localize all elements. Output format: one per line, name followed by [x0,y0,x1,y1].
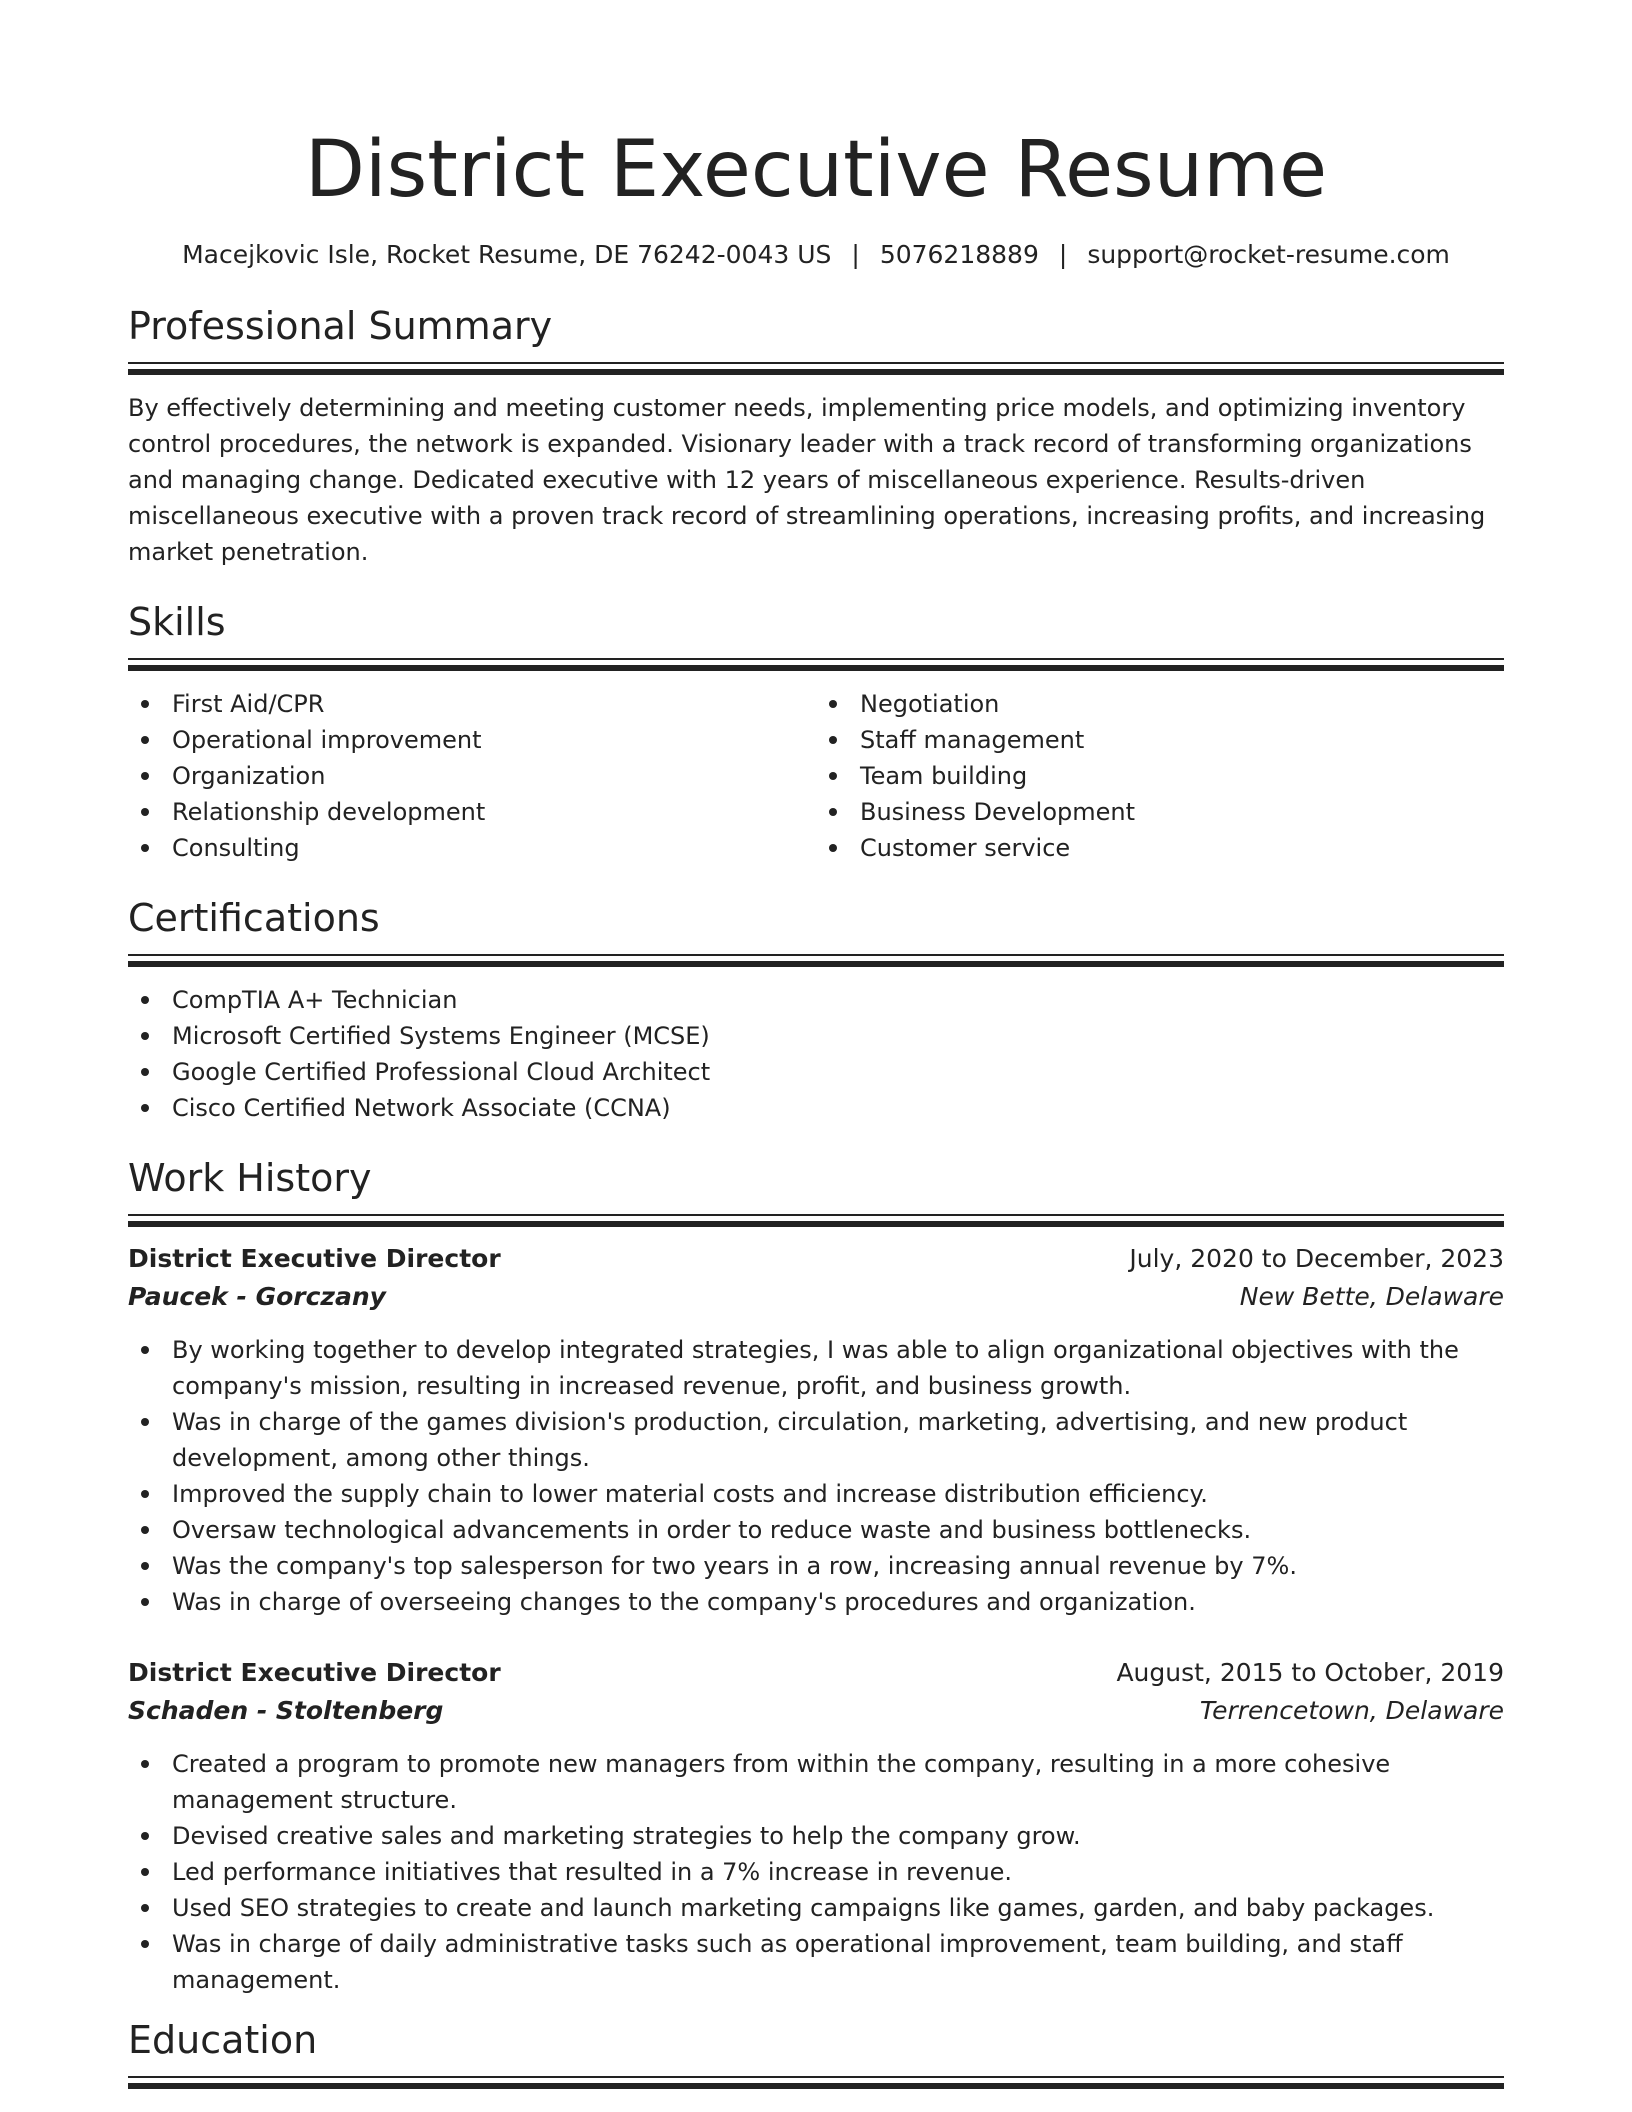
work-history-section [128,1154,1504,1998]
skill-item: Business Development [816,794,1504,830]
certifications-section [128,894,1504,1126]
certifications-list [128,982,1504,1126]
job-dates: August, 2015 to October, 2019 [1116,1658,1504,1687]
job-title: District Executive Director [128,1658,501,1687]
certifications-heading: Certifications [128,896,380,940]
job-entry [128,1240,1504,1620]
job-bullet: Improved the supply chain to lower material costs and increase distribution efficiency. [128,1476,1504,1512]
skills-heading: Skills [128,600,226,644]
job-dates: July, 2020 to December, 2023 [1129,1244,1504,1273]
job-entry [128,1654,1504,1998]
skill-item: Team building [816,758,1504,794]
job-bullet: Used SEO strategies to create and launch marketing campaigns like games, garden, and baby packages. [128,1890,1504,1926]
skill-item: Relationship development [128,794,816,830]
job-header-row [128,1654,1504,1692]
summary-heading: Professional Summary [128,304,553,348]
section-divider [128,954,1504,968]
contact-separator: | [1058,240,1068,269]
job-bullet: Was in charge of overseeing changes to the company's procedures and organization. [128,1584,1504,1620]
job-bullets [128,1332,1504,1620]
skill-item: Consulting [128,830,816,866]
skill-item: Staff management [816,722,1504,758]
job-bullet: Oversaw technological advancements in order to reduce waste and business bottlenecks. [128,1512,1504,1548]
certification-item: Google Certified Professional Cloud Architect [128,1054,1504,1090]
education-heading: Education [128,2018,318,2062]
skills-list-right [816,686,1504,866]
skills-list-left [128,686,816,866]
skill-item: Operational improvement [128,722,816,758]
job-bullet: Was the company's top salesperson for two years in a row, increasing annual revenue by 7%. [128,1548,1504,1584]
contact-phone: 5076218889 [879,240,1039,269]
job-location: New Bette, Delaware [1239,1282,1504,1311]
job-company: Schaden - Stoltenberg [128,1696,444,1725]
skill-item: Negotiation [816,686,1504,722]
skill-item: Organization [128,758,816,794]
job-title: District Executive Director [128,1244,501,1273]
certification-item: Cisco Certified Network Associate (CCNA) [128,1090,1504,1126]
job-company: Paucek - Gorczany [128,1282,386,1311]
education-section [128,2016,1504,2090]
job-company-row [128,1692,1504,1730]
skill-item: First Aid/CPR [128,686,816,722]
section-divider [128,362,1504,376]
contact-email: support@rocket-resume.com [1087,240,1450,269]
job-company-row [128,1278,1504,1316]
contact-address: Macejkovic Isle, Rocket Resume, DE 76242-0043 US [182,240,832,269]
summary-text: By effectively determining and meeting customer needs, implementing price models, and optimizing inventory control procedures, the network is expanded. Visionary leader with a track record of transforming organizations and managing change. Dedicated executive with 12 years of miscellaneous experience. Results-driven miscellaneous executive with a proven track record of streamlining operations, increasing profits, and increasing market penetration. [128,394,1486,566]
job-bullet: By working together to develop integrated strategies, I was able to align organizational objectives with the company's mission, resulting in increased revenue, profit, and business growth. [128,1332,1504,1404]
job-bullet: Was in charge of daily administrative tasks such as operational improvement, team building, and staff management. [128,1926,1504,1998]
certification-item: Microsoft Certified Systems Engineer (MCSE) [128,1018,1504,1054]
contact-line [128,238,1504,272]
skill-item: Customer service [816,830,1504,866]
skills-section [128,598,1504,866]
section-divider [128,658,1504,672]
section-divider [128,2076,1504,2090]
job-header-row [128,1240,1504,1278]
resume-title: District Executive Resume [304,125,1328,215]
job-bullet: Created a program to promote new managers from within the company, resulting in a more cohesive management structure. [128,1746,1504,1818]
job-bullet: Devised creative sales and marketing strategies to help the company grow. [128,1818,1504,1854]
section-divider [128,1214,1504,1228]
skills-columns [128,686,1504,866]
contact-separator: | [851,240,860,269]
certification-item: CompTIA A+ Technician [128,982,1504,1018]
job-bullets [128,1746,1504,1998]
summary-section [128,302,1504,570]
job-bullet: Led performance initiatives that resulted in a 7% increase in revenue. [128,1854,1504,1890]
job-location: Terrencetown, Delaware [1199,1696,1504,1725]
work-history-heading: Work History [128,1156,372,1200]
job-bullet: Was in charge of the games division's production, circulation, marketing, advertising, and new product development, among other things. [128,1404,1504,1476]
